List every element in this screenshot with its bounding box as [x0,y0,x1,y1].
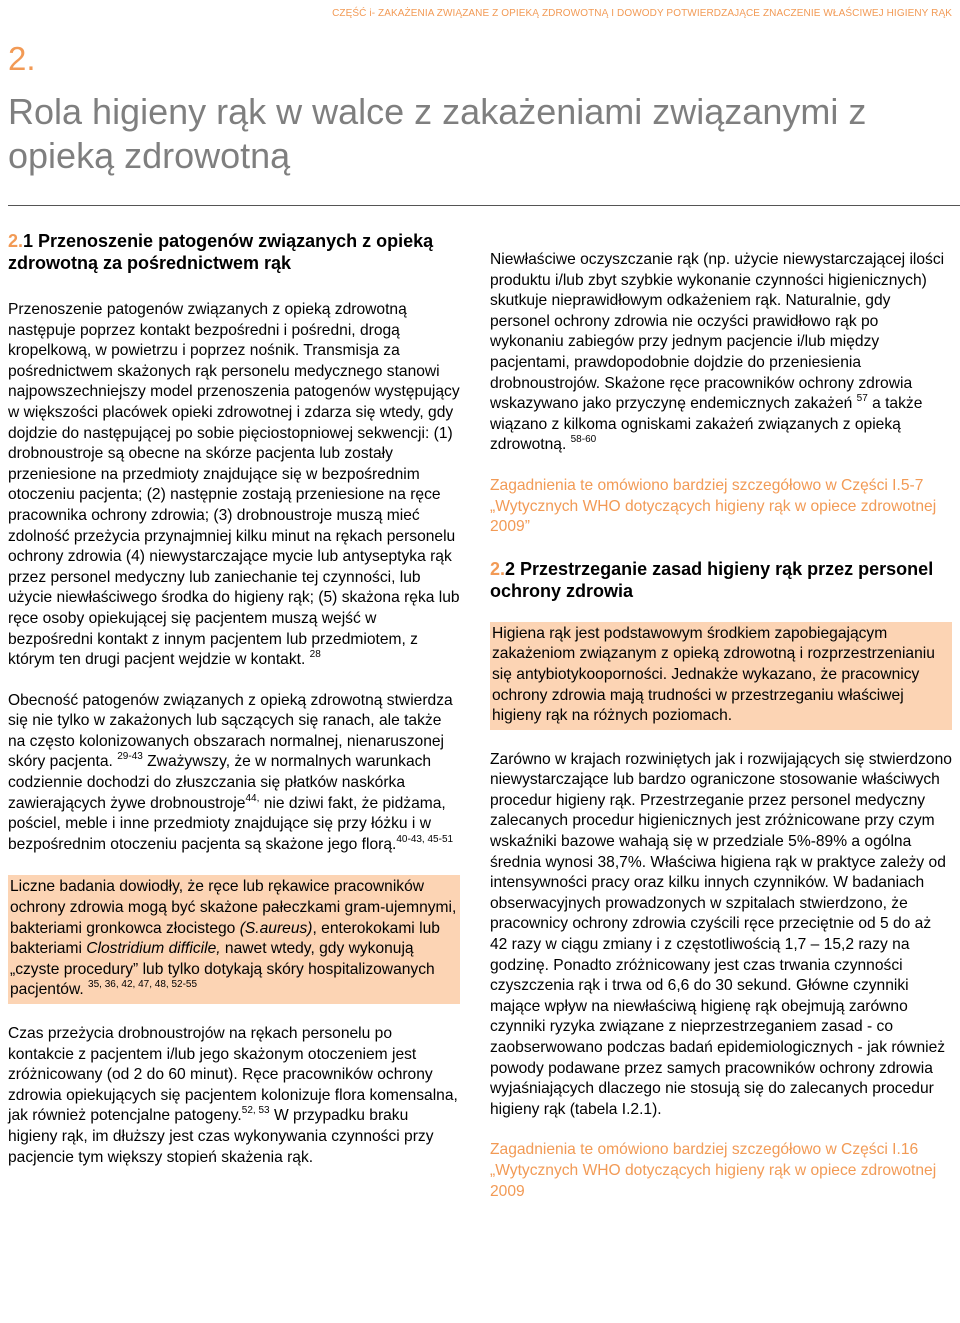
chapter-title: Rola higieny rąk w walce z zakażeniami związanymi z opieką zdrowotną [8,91,867,176]
paragraph-text: W przypadku braku higieny rąk, im dłuższy jest czas wykonywania czynności przy pacjencie tym większy stopień skażenia rąk. [8,1107,434,1166]
paragraph-text: Czas przeżycia drobnoustrojów na rękach personelu po kontakcie z pacjentem i/lub jego skażonym otoczeniem jest zróżnicowany (od 2 do 60 minut). Ręce pracowników ochrony zdrowia opiekujących się pacjentem kolonizuje flora komensalna, jak również potencjalne patogeny. [8,1025,458,1125]
paragraph [8,1024,460,1168]
paragraph [490,250,952,456]
paragraph-text: Niewłaściwe oczyszczanie rąk (np. użycie niewystarczającej ilości produktu i/lub zbyt szybkie wykonanie czynności higienicznych) skutkuje nieprawidłowym odkażeniem rąk. Naturalnie, gdy personel ochrony zdrowia nie oczyści prawidłowo rąk po wykonaniu zabiegów przy jednym pacjencie i/lub między pacjentami, prawdopodobnie dojdzie do przeniesienia drobnoustrojów. Skażone ręce pracowników ochrony zdrowia wskazywano jako przyczynę endemicznych zakażeń [490,251,945,413]
section-title: Przenoszenie patogenów związanych z opieką zdrowotną za pośrednictwem rąk [8,231,434,273]
species-name: (S.aureus) [239,919,313,937]
citation: 52, 53 [241,1105,270,1117]
paragraph-text: Liczne badania dowiodły, że ręce lub rękawice pracowników ochrony zdrowia mogą być skażone pałeczkami gram-ujemnymi, bakteriami gronkowca złocistego [10,878,457,937]
left-column [8,230,460,1168]
highlighted-paragraph [8,875,460,1004]
paragraph-text: nawet wtedy, gdy wykonują „czyste procedury” lub tylko dotykają skóry hospitalizowanych pacjentów. [10,940,435,999]
paragraph [8,691,460,856]
paragraph-text: Obecność patogenów związanych z opieką zdrowotną stwierdza się nie tylko w zakażonych lub sączących się ranach, ale także na często kolonizowanych obszarach normalnej, nienaruszonej skóry pacjenta. [8,691,453,771]
paragraph [8,300,460,671]
section-number-b: 2 [505,558,516,579]
highlighted-paragraph: Higiena rąk jest podstawowym środkiem zapobiegającym zakażeniom związanym z opieką zdrowotną i rozprzestrzenianiu się antybiotykooporności. Jednakże wykazano, że pracownicy ochrony zdrowia mają trudności w przestrzeganiu właściwej higieny rąk na różnych poziomach. [490,622,952,730]
paragraph-text: a także wiązano z kilkoma ogniskami zakażeń związanych z opieką zdrowotną. [490,395,923,454]
paragraph-text: nie dziwi fakt, że pidżama, pościel, meble i inne przedmioty znajdujące się przy łóżku i w bezpośrednim otoczeniu pacjenta są skażone jego florą. [8,794,446,853]
paragraph-text: , enterokokami lub bakteriami [10,919,440,958]
paragraph: Zarówno w krajach rozwiniętych jak i rozwijających się stwierdzono niewystarczające lub bardzo ograniczone stosowanie właściwych procedur higieny rąk. Przestrzeganie przez personel medyczny zalecanych procedur higienicznych jest zróżnicowane przy czym wskaźniki bazowe wahają się w przedziale 5%-89% a ogólna średnia wynosi 38,7%. Właściwa higiena rąk w praktyce zależy od intensywności pracy oraz kilku innych czynników. W badaniach obserwacyjnych prowadzonych w szpitalach stwierdzono, że pracownicy ochrony zdrowia czyścili ręce przeciętnie od 5 do aż 42 razy w ciągu zmiany i z częstotliwością 1,7 – 15,2 razy na godzinę. Ponadto zróżnicowany jest czas trwania czynności czyszczenia rąk i trwa od 6,6 do 30 sekund. Główne czynniki mające wpływ na niewłaściwą higienę rąk obejmują zarówno czynniki ryzyka związane z nieprzestrzeganiem zasad - co zaobserwowano podczas badań epidemiologicznych - jak również powody podawane przez samych pracowników ochrony zdrowia wyjaśniających dlaczego nie stosują się do zalecanych procedur higieny rąk (tabela I.2.1). [490,750,952,1118]
right-column [490,250,952,1202]
section-title: Przestrzeganie zasad higieny rąk przez personel ochrony zdrowia [490,558,934,601]
paragraph-text: Przenoszenie patogenów związanych z opieką zdrowotną następuje poprzez kontakt bezpośredni i pośredni, drogą kropelkową, w powietrzu i poprzez nośnik. Transmisja za pośrednictwem skażonych rąk personelu medycznego stanowi najpowszechniejszy model przenoszenia patogenów występujący w większości placówek opieki zdrowotnej i zdarza się wtedy, gdy dojdzie do następującej po sobie pięciostopniowej sekwencji: (1) drobnoustroje są obecne na skórze pacjenta lub zostały przeniesione na przedmioty znajdujące się w bezpośrednim otoczeniu pacjenta; (2) następnie zostają przeniesione na ręce pracownika ochrony zdrowia; (3) drobnoustroje muszą mieć zdolność przeżycia przynajmniej kilku minut na rękach personelu ochrony zdrowia (4) niewystarczające mycie lub antyseptyka rąk przez personel medyczny lub zaniechanie tej czynności, lub użycie niewłaściwego środka do higieny rąk; (5) skażona ręka lub ręce osoby opiekującej się pacjentem muszą wejść w bezpośredni kontakt z innym pacjentem lub przedmiotem, z którym ten drugi pacjent wejdzie w kontakt. [8,301,460,669]
cross-reference-note: Zagadnienia te omówiono bardziej szczegółowo w Części I.5-7 „Wytycznych WHO dotyczących higieny rąk w opiece zdrowotnej 2009” [490,476,937,536]
citation: 35, 36, 42, 47, 48, 52-55 [88,979,198,991]
section-number-b: 1 [23,231,34,251]
citation: 40-43, 45-51 [396,833,454,845]
species-name: Clostridium difficile, [86,940,221,958]
section-2-1-heading [8,230,460,274]
citation: 29-43 [117,751,143,763]
citation: 28 [309,649,321,661]
running-header: CZĘŚĆ i- ZAKAŻENIA ZWIĄZANE Z OPIEKĄ ZDROWOTNĄ I DOWODY POTWIERDZAJĄCE ZNACZENIE WŁAŚCIWEJ HIGIENY RĄK [332,8,952,19]
citation: 58-60 [570,434,597,446]
cross-reference-note: Zagadnienia te omówiono bardziej szczegółowo w Części I.16 „Wytycznych WHO dotyczących higieny rąk w opiece zdrowotnej 2009 [490,1141,937,1200]
section-2-2-heading [490,558,952,602]
paragraph-text: Zważywszy, że w normalnych warunkach codziennie dochodzi do złuszczania się płatków naskórka zawierających żywe drobnoustroje [8,753,432,812]
header-divider [8,205,960,206]
citation: 44, [245,792,260,804]
citation: 57 [856,393,868,405]
section-number-a: 2. [490,558,506,579]
section-number-a: 2. [8,231,24,251]
chapter-number: 2. [8,40,36,77]
